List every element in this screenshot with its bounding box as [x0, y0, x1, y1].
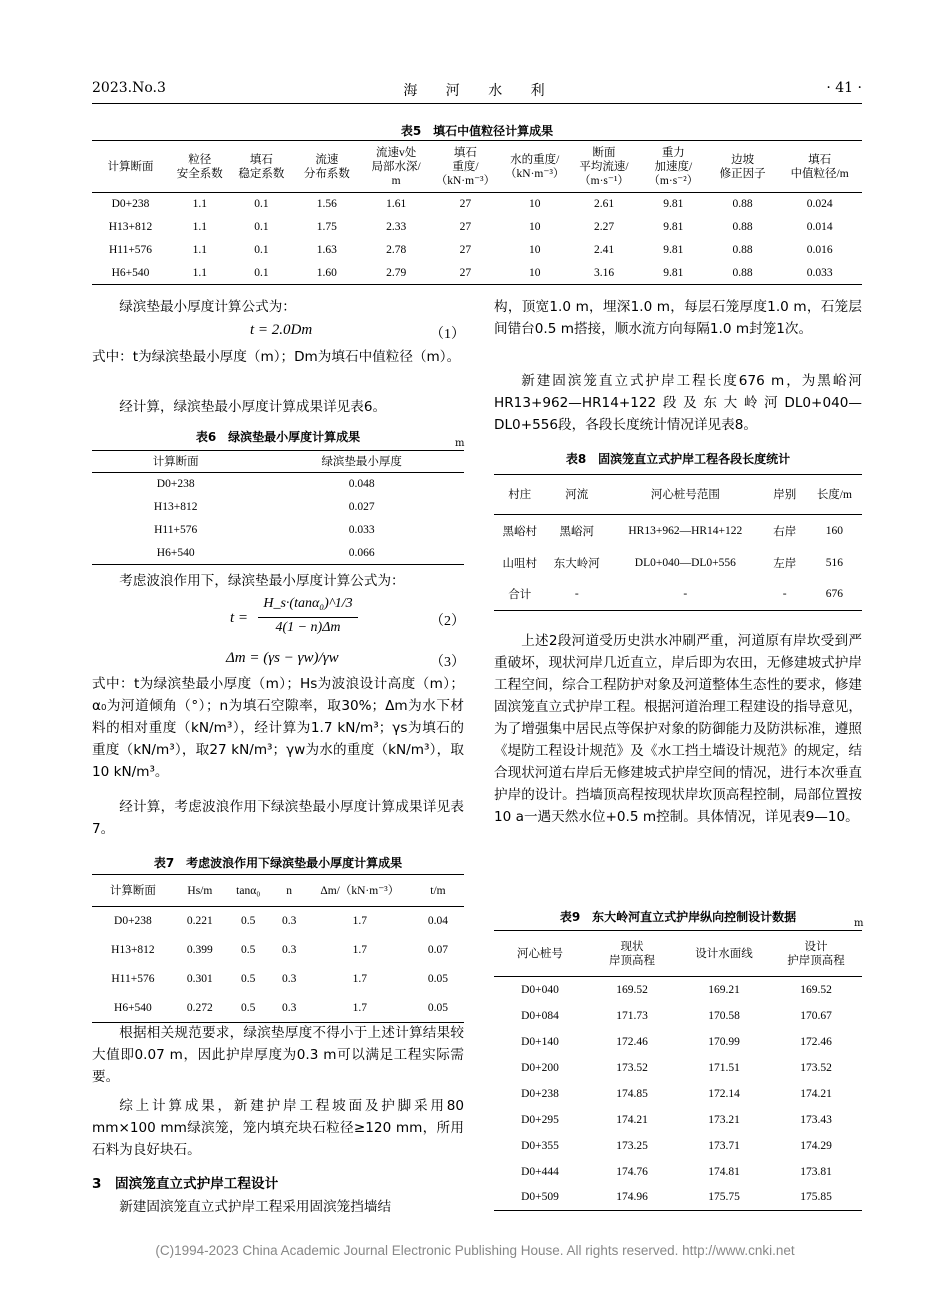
table9-cell: 174.29	[800, 1139, 832, 1152]
table5-cell: 0.1	[254, 266, 269, 279]
table7-cell: 1.7	[352, 973, 367, 985]
table8-cell: 黑峪村	[502, 525, 537, 538]
table7-cell: 0.272	[186, 1001, 213, 1014]
page-number: · 41 ·	[826, 80, 862, 96]
table9-row	[494, 1029, 862, 1055]
table8-cell: -	[782, 588, 787, 601]
table5-header-cell: 流速v处 局部水深/ m	[361, 141, 430, 193]
table9-row	[494, 1081, 862, 1107]
table6-caption: 表6 绿滨垫最小厚度计算成果	[195, 430, 361, 444]
table7-cell: D0+238	[114, 915, 152, 928]
table5-cell: 1.63	[316, 244, 337, 256]
table9-header-cell: 现状 岸顶高程	[586, 931, 678, 977]
table5-cell: 27	[459, 266, 472, 279]
table7-header-cell: Δm/（kN·m⁻³）	[308, 875, 412, 907]
table9-header-cell: 河心桩号	[494, 931, 586, 977]
table9-cell: 169.52	[800, 983, 832, 996]
section-3-heading: 3 固滨笼直立式护岸工程设计	[92, 1176, 279, 1192]
table9-row	[494, 1185, 862, 1211]
table7-header-cell: Hs/m	[174, 875, 226, 907]
table9-header-cell: 设计水面线	[678, 931, 770, 977]
table5-cell: 0.88	[732, 221, 753, 233]
table6-cell: 0.048	[348, 478, 375, 491]
table5-header-cell: 填石 稳定系数	[231, 141, 293, 193]
left-para-3: 经计算，绿滨垫最小厚度计算成果详见表6。	[119, 399, 387, 415]
table9-cell: D0+295	[521, 1113, 559, 1126]
table7-cell: H13+812	[111, 944, 155, 956]
table5-header-cell: 流速 分布系数	[292, 141, 361, 193]
table9-cell: 170.67	[800, 1009, 832, 1022]
table9-cell: 174.96	[616, 1191, 648, 1204]
table9-row	[494, 1159, 862, 1185]
table8-row	[494, 579, 862, 611]
table8-cell: 黑峪河	[559, 525, 595, 538]
table5-header-cell: 边坡 修正因子	[708, 141, 777, 193]
table9-cell: D0+509	[521, 1191, 559, 1204]
journal-issue: 2023.No.3	[92, 80, 166, 96]
table7-cell: 0.05	[427, 973, 448, 985]
header-rule	[92, 103, 862, 104]
table6-row	[92, 519, 464, 542]
table9-cell: 173.25	[616, 1139, 648, 1152]
table5-cell: 2.41	[593, 244, 615, 256]
table5-cell: 0.033	[806, 266, 833, 279]
table5-cell: 2.33	[386, 221, 407, 233]
table8-cell: 516	[825, 556, 844, 569]
table7-cell: 0.04	[427, 915, 448, 928]
table5-cell: H6+540	[111, 266, 150, 279]
table5-row	[92, 239, 862, 262]
table6-row	[92, 473, 464, 496]
table9-cell: 172.46	[800, 1035, 832, 1048]
table8-caption: 表8 固滨笼直立式护岸工程各段长度统计	[565, 452, 791, 466]
table5-cell: 1.1	[192, 198, 207, 211]
table9-cell: D0+140	[521, 1035, 559, 1048]
table5-cell: 0.024	[806, 198, 833, 211]
table5-cell: D0+238	[111, 198, 150, 211]
left-para-5: 式中：t为绿滨垫最小厚度（m）；Hs为波浪设计高度（m）；α₀为河道倾角（°）；n为填石空隙率，取30%；Δm为水下材料的相对重度（kN/m³），经计算为1.7 kN/m³；γs为填石的重度（kN/m³），取27 kN/m³；γw为水的重度（kN/m³），取10 kN/m³。	[92, 676, 464, 780]
table9-cell: 174.21	[616, 1113, 648, 1126]
table8-header-cell: 村庄	[494, 475, 546, 515]
table7-cell: 0.221	[186, 915, 213, 928]
table5	[92, 140, 862, 285]
table5-header-cell: 填石 中值粒径/m	[777, 141, 862, 193]
table5-cell: 9.81	[663, 198, 684, 211]
table9-cell: D0+084	[521, 1009, 559, 1022]
table5-cell: 2.61	[593, 198, 615, 211]
table8-row	[494, 515, 862, 547]
right-para-1: 构，顶宽1.0 m，埋深1.0 m，每层石笼厚度1.0 m，石笼层间错台0.5 m搭接，顺水流方向每隔1.0 m封笼1次。	[494, 299, 862, 337]
table9-cell: D0+238	[521, 1087, 559, 1100]
table7-cell: 0.301	[186, 973, 213, 985]
left-para-7: 根据相关规范要求，绿滨垫厚度不得小于上述计算结果较大值即0.07 m，因此护岸厚度为0.3 m可以满足工程实际需要。	[92, 1025, 464, 1085]
left-para-2: 式中：t为绿滨垫最小厚度（m）；Dm为填石中值粒径（m）。	[92, 349, 461, 365]
table5-cell: 10	[528, 221, 541, 233]
table7-row	[92, 907, 464, 936]
equation-2-denominator: 4(1 − n)Δm	[275, 620, 341, 635]
table9-cell: 173.81	[800, 1165, 832, 1178]
equation-2-numerator: H_s·(tanα₀)^1/3	[263, 596, 353, 611]
table5-header-cell: 重力 加速度/ （m·s⁻²）	[639, 141, 708, 193]
table9-cell: 172.46	[616, 1035, 648, 1048]
table7-cell: 0.05	[427, 1001, 448, 1014]
table7-cell: H11+576	[111, 973, 155, 985]
table5-header-cell: 水的重度/ （kN·m⁻³）	[500, 141, 569, 193]
table5-cell: 9.81	[663, 244, 684, 256]
table5-cell: 0.88	[732, 266, 753, 279]
right-para-2: 新建固滨笼直立式护岸工程长度676 m，为黑峪河HR13+962—HR14+122段及东大岭河DL0+040—DL0+556段，各段长度统计情况详见表8。	[494, 373, 862, 433]
table8-cell: 160	[825, 524, 844, 537]
table9-cell: 175.85	[800, 1191, 832, 1204]
table5-cell: 0.88	[732, 244, 753, 256]
table5-cell: 0.014	[806, 221, 833, 233]
table7-row	[92, 936, 464, 965]
table8-cell: DL0+040—DL0+556	[634, 556, 736, 569]
table5-header-cell: 计算断面	[92, 141, 169, 193]
table7-cell: 0.5	[241, 944, 256, 956]
equation-1-number: （1）	[430, 327, 465, 342]
table5-cell: 1.1	[192, 266, 207, 279]
table8-cell: 合计	[508, 589, 532, 602]
table9-cell: 173.71	[708, 1139, 740, 1152]
table9-cell: 173.52	[616, 1061, 648, 1074]
table7-cell: 0.3	[281, 1001, 297, 1014]
left-para-4: 考虑波浪作用下，绿滨垫最小厚度计算公式为：	[119, 573, 405, 589]
table7-cell: 0.399	[186, 944, 213, 956]
table8-cell: -	[683, 588, 688, 601]
equation-3-number: （3）	[430, 655, 465, 670]
table9	[494, 930, 862, 1211]
table6-header-cell: 计算断面	[92, 451, 259, 473]
table7-header-cell: t/m	[412, 875, 464, 907]
equation-3: Δm = (γs − γw)/γw	[226, 650, 339, 666]
table8-cell: 山咀村	[502, 557, 537, 570]
table9-cell: 174.81	[708, 1165, 740, 1178]
table5-cell: 1.1	[192, 244, 207, 256]
table7-cell: 0.5	[241, 973, 256, 985]
table6-row	[92, 542, 464, 565]
table5-cell: 2.27	[593, 221, 615, 233]
table7-cell: H6+540	[114, 1001, 152, 1014]
table6-cell: H13+812	[153, 501, 198, 513]
equation-1: t = 2.0Dm	[250, 322, 313, 338]
table7-header-cell: tanα₀	[226, 875, 271, 907]
table5-row	[92, 193, 862, 216]
table5-header-cell: 断面 平均流速/ （m·s⁻¹）	[569, 141, 638, 193]
table9-row	[494, 1003, 862, 1029]
table5-cell: 10	[528, 198, 541, 211]
table7-cell: 0.3	[281, 973, 297, 985]
table5-cell: 1.56	[316, 198, 337, 211]
table7	[92, 874, 464, 1023]
table9-cell: 169.52	[616, 983, 648, 996]
table5-cell: 1.61	[386, 198, 407, 211]
table7-cell: 0.5	[241, 1001, 256, 1014]
table5-cell: 27	[459, 244, 472, 256]
table5-cell: 27	[459, 198, 472, 211]
table9-cell: D0+040	[521, 983, 559, 996]
table5-cell: 0.1	[254, 198, 269, 211]
table8	[494, 474, 862, 611]
table5-cell: 10	[528, 244, 541, 256]
left-para-1: 绿滨垫最小厚度计算公式为：	[119, 299, 296, 315]
table5-cell: 2.78	[386, 244, 407, 256]
table9-row	[494, 1055, 862, 1081]
table7-row	[92, 965, 464, 994]
table8-cell: HR13+962—HR14+122	[628, 524, 743, 537]
table6-cell: 0.027	[348, 501, 375, 513]
table9-cell: D0+444	[521, 1165, 559, 1178]
table9-cell: 169.21	[708, 983, 740, 996]
table5-cell: 0.016	[806, 244, 833, 256]
left-para-6: 经计算，考虑波浪作用下绿滨垫最小厚度计算成果详见表7。	[92, 799, 464, 837]
table7-header-cell: 计算断面	[92, 875, 174, 907]
table9-cell: 174.76	[616, 1165, 648, 1178]
table8-header-cell: 岸别	[763, 475, 807, 515]
table9-cell: 171.73	[616, 1009, 648, 1022]
equation-2-number: （2）	[430, 614, 465, 629]
table9-row	[494, 977, 862, 1003]
table8-header-cell: 长度/m	[807, 475, 862, 515]
table5-cell: H11+576	[108, 244, 153, 256]
table8-cell: 右岸	[773, 525, 797, 538]
table8-header-cell: 河流	[546, 475, 609, 515]
table9-caption: 表9 东大岭河直立式护岸纵向控制设计数据	[559, 910, 797, 924]
table9-cell: 175.75	[708, 1191, 740, 1204]
table9-row	[494, 1107, 862, 1133]
table5-cell: 1.75	[316, 221, 337, 233]
table9-cell: 174.21	[800, 1087, 832, 1100]
table7-cell: 0.3	[281, 915, 297, 928]
table7-cell: 0.07	[427, 944, 448, 956]
table5-cell: 0.88	[732, 198, 753, 211]
table6-cell: 0.066	[348, 546, 375, 559]
table9-cell: 170.99	[708, 1035, 740, 1048]
journal-title: 海 河 水 利	[403, 83, 557, 99]
table6	[92, 450, 464, 565]
table5-header-cell: 填石 重度/ （kN·m⁻³）	[431, 141, 500, 193]
table9-row	[494, 1133, 862, 1159]
table9-cell: 172.14	[708, 1087, 740, 1100]
table9-cell: 173.43	[800, 1113, 832, 1126]
table5-cell: 9.81	[663, 266, 684, 279]
table9-cell: D0+355	[521, 1139, 559, 1152]
table5-row	[92, 216, 862, 239]
table6-cell: 0.033	[348, 524, 375, 536]
table7-cell: 0.3	[281, 944, 297, 956]
table9-cell: 171.51	[708, 1061, 740, 1074]
table8-cell: 左岸	[773, 557, 797, 570]
table7-header-cell: n	[271, 875, 308, 907]
table5-cell: 0.1	[254, 221, 269, 233]
table8-cell: -	[574, 588, 579, 601]
table6-cell: H6+540	[156, 546, 195, 559]
table9-cell: 174.85	[616, 1087, 648, 1100]
table8-cell: 676	[825, 588, 844, 601]
table9-cell: 170.58	[708, 1009, 740, 1022]
table7-cell: 0.5	[241, 915, 256, 928]
equation-2-lhs: t =	[230, 610, 249, 626]
table5-cell: 27	[459, 221, 472, 233]
table9-cell: 173.52	[800, 1061, 832, 1074]
table8-row	[494, 547, 862, 579]
table9-cell: D0+200	[521, 1061, 559, 1074]
table5-cell: 0.1	[254, 244, 269, 256]
equation-2-fraction-bar	[258, 617, 358, 618]
left-para-8: 综上计算成果，新建护岸工程坡面及护脚采用80 mm×100 mm绿滨笼，笼内填充块石粒径≥120 mm，所用石料为良好块石。	[92, 1098, 464, 1158]
table5-header-cell: 粒径 安全系数	[169, 141, 231, 193]
table9-unit: m	[854, 918, 864, 929]
table7-row	[92, 994, 464, 1023]
table5-cell: 9.81	[663, 221, 684, 233]
table7-cell: 1.7	[352, 944, 367, 956]
table8-cell: 东大岭河	[553, 557, 600, 570]
table6-cell: D0+238	[156, 478, 195, 491]
table6-unit: m	[455, 438, 465, 449]
left-para-9: 新建固滨笼直立式护岸工程采用固滨笼挡墙结	[119, 1199, 392, 1215]
table5-caption: 表5 填石中值粒径计算成果	[400, 124, 554, 138]
copyright-footer: (C)1994-2023 China Academic Journal Electronic Publishing House. All rights reserved. http://www.cnki.net	[155, 1243, 795, 1258]
table9-header-cell: 设计 护岸顶高程	[770, 931, 862, 977]
table8-header-cell: 河心桩号范围	[608, 475, 763, 515]
table6-cell: H11+576	[154, 524, 198, 536]
right-para-3: 上述2段河道受历史洪水冲刷严重，河道原有岸坎受到严重破坏，现状河岸几近直立，岸后即为农田，无修建坡式护岸工程空间，综合工程防护对象及河道整体生态性的要求，修建固滨笼直立式护岸工程。根据河道治理工程建设的指导意见，为了增强集中居民点等保护对象的防御能力及防洪标准，遵照《堤防工程设计规范》及《水工挡土墙设计规范》的规定，结合现状河道右岸后无修建坡式护岸空间的情况，进行本次垂直护岸的设计。挡墙顶高程按现状岸坎顶高程控制，局部位置按10 a一遇天然水位+0.5 m控制。具体情况，详见表9—10。	[494, 633, 862, 825]
table5-cell: 3.16	[593, 266, 615, 279]
table5-cell: H13+812	[108, 221, 153, 233]
table5-cell: 1.60	[316, 266, 337, 279]
table5-row	[92, 262, 862, 285]
table7-cell: 1.7	[352, 915, 367, 928]
table6-row	[92, 496, 464, 519]
table6-header-cell: 绿滨垫最小厚度	[259, 451, 464, 473]
table5-cell: 1.1	[192, 221, 207, 233]
table7-cell: 1.7	[352, 1001, 367, 1014]
table7-caption: 表7 考虑波浪作用下绿滨垫最小厚度计算成果	[153, 856, 403, 870]
table9-cell: 173.21	[708, 1113, 740, 1126]
table5-cell: 2.79	[386, 266, 407, 279]
table5-cell: 10	[528, 266, 541, 279]
